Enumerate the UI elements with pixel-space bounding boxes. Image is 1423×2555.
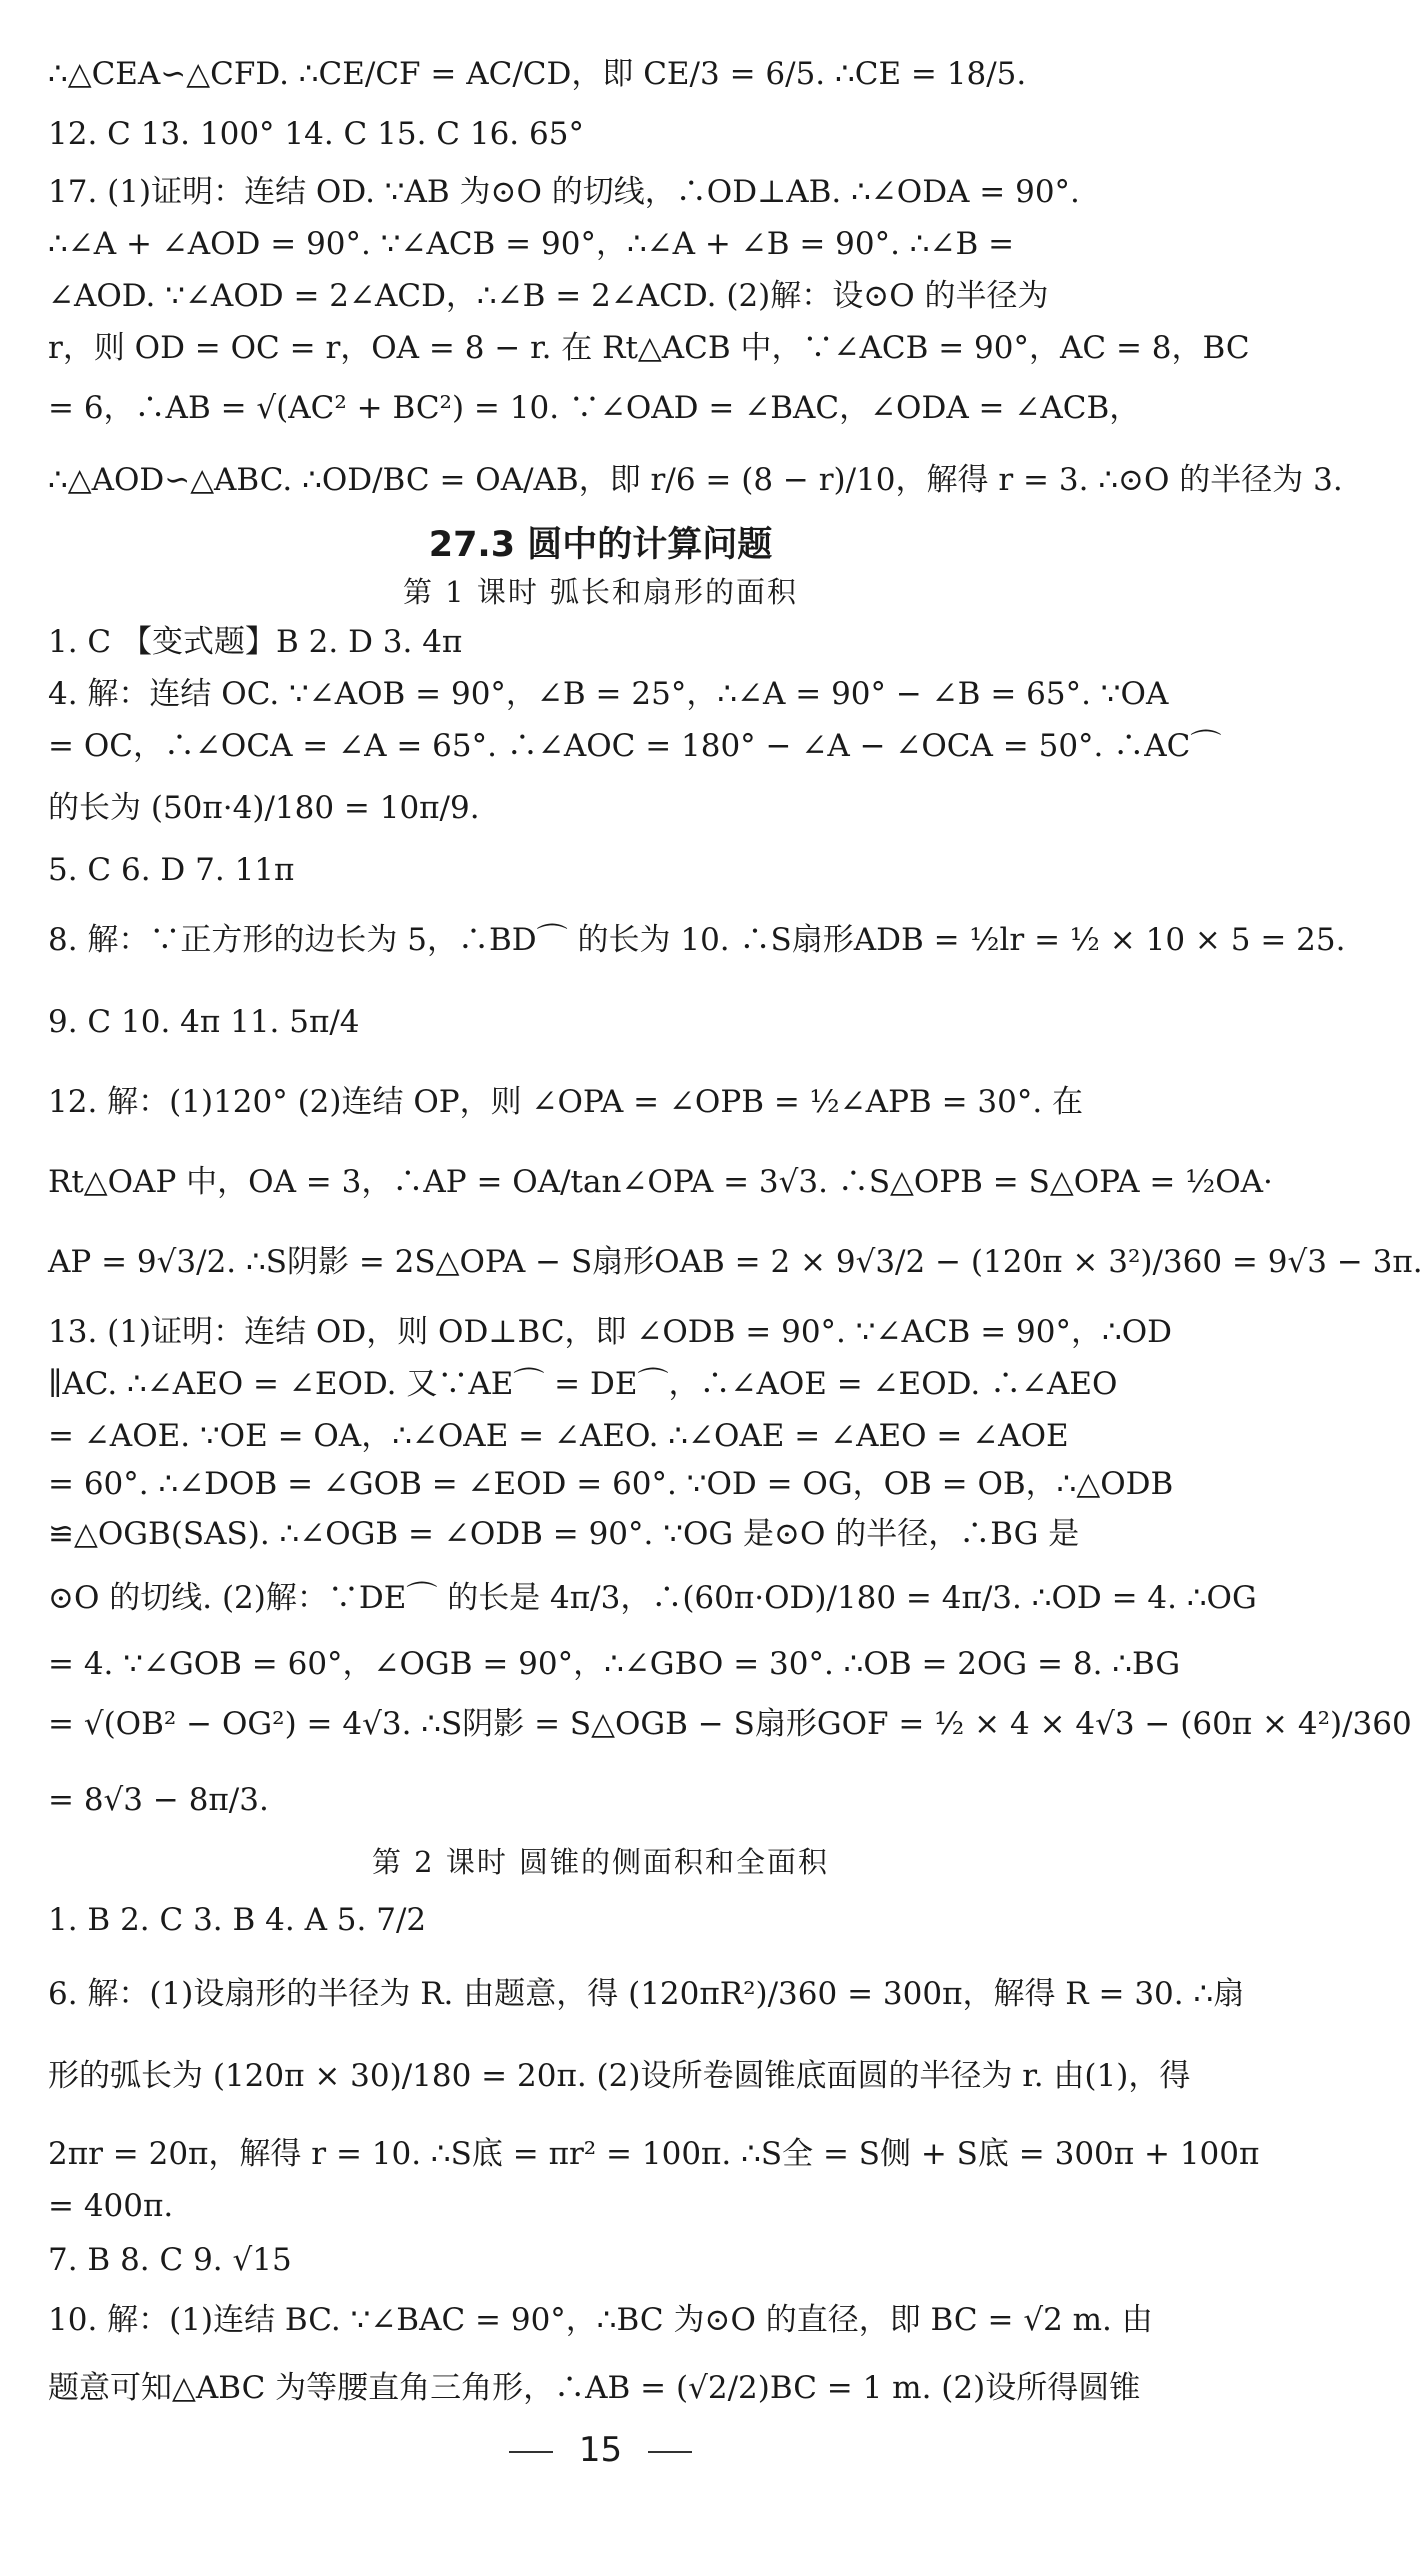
text-line: 8. 解：∵正方形的边长为 5，∴BD⌒ 的长为 10. ∴S扇形ADB = ½lr = ½ × 10 × 5 = 25. xyxy=(48,922,1346,958)
text-line: 7. B 8. C 9. √15 xyxy=(48,2242,292,2278)
text-line: 的长为 (50π·4)/180 = 10π/9. xyxy=(48,790,480,826)
text-line: ∴△CEA∽△CFD. ∴CE/CF = AC/CD，即 CE/3 = 6/5. ∴CE = 18/5. xyxy=(48,56,1027,92)
text-line: ⊙O 的切线. (2)解：∵DE⌒ 的长是 4π/3，∴(60π·OD)/180 = 4π/3. ∴OD = 4. ∴OG xyxy=(48,1580,1257,1616)
text-line: 形的弧长为 (120π × 30)/180 = 20π. (2)设所卷圆锥底面圆的半径为 r. 由(1)，得 xyxy=(48,2058,1191,2094)
footer-dash-left xyxy=(509,2451,553,2453)
text-line: 9. C 10. 4π 11. 5π/4 xyxy=(48,1004,360,1040)
text-line: = 6，∴AB = √(AC² + BC²) = 10. ∵∠OAD = ∠BAC，∠ODA = ∠ACB， xyxy=(48,390,1141,426)
text-line: 10. 解：(1)连结 BC. ∵∠BAC = 90°，∴BC 为⊙O 的直径，即 BC = √2 m. 由 xyxy=(48,2302,1153,2338)
text-line: 17. (1)证明：连结 OD. ∵AB 为⊙O 的切线，∴OD⊥AB. ∴∠ODA = 90°. xyxy=(48,174,1080,210)
text-line: ∥AC. ∴∠AEO = ∠EOD. 又∵AE⌒ = DE⌒，∴∠AOE = ∠EOD. ∴∠AEO xyxy=(48,1366,1118,1402)
text-line: 13. (1)证明：连结 OD，则 OD⊥BC，即 ∠ODB = 90°. ∵∠ACB = 90°，∴OD xyxy=(48,1314,1172,1350)
lesson-title: 第 1 课时 弧长和扇形的面积 xyxy=(402,575,799,609)
lesson-title: 第 2 课时 圆锥的侧面积和全面积 xyxy=(371,1845,830,1879)
text-line: ∠AOD. ∵∠AOD = 2∠ACD，∴∠B = 2∠ACD. (2)解：设⊙O 的半径为 xyxy=(48,278,1049,314)
text-line: = 60°. ∴∠DOB = ∠GOB = ∠EOD = 60°. ∵OD = OG，OB = OB，∴△ODB xyxy=(48,1466,1174,1502)
text-line: Rt△OAP 中，OA = 3，∴AP = OA/tan∠OPA = 3√3. ∴S△OPB = S△OPA = ½OA· xyxy=(48,1164,1273,1200)
text-line: = 4. ∵∠GOB = 60°，∠OGB = 90°，∴∠GBO = 30°. ∴OB = 2OG = 8. ∴BG xyxy=(48,1646,1181,1682)
text-line: = 400π. xyxy=(48,2188,174,2224)
text-line: 5. C 6. D 7. 11π xyxy=(48,852,295,888)
page-footer xyxy=(0,2430,1201,2470)
section-title: 27.3 圆中的计算问题 xyxy=(428,525,773,565)
text-line: 6. 解：(1)设扇形的半径为 R. 由题意，得 (120πR²)/360 = 300π，解得 R = 30. ∴扇 xyxy=(48,1976,1245,2012)
text-line: AP = 9√3/2. ∴S阴影 = 2S△OPA − S扇形OAB = 2 × 9√3/2 − (120π × 3²)/360 = 9√3 − 3π. xyxy=(48,1244,1423,1280)
text-line: ∴△AOD∽△ABC. ∴OD/BC = OA/AB，即 r/6 = (8 − r)/10，解得 r = 3. ∴⊙O 的半径为 3. xyxy=(48,462,1343,498)
text-line: ≌△OGB(SAS). ∴∠OGB = ∠ODB = 90°. ∵OG 是⊙O 的半径，∴BG 是 xyxy=(48,1516,1080,1552)
text-line: 4. 解：连结 OC. ∵∠AOB = 90°，∠B = 25°，∴∠A = 90° − ∠B = 65°. ∵OA xyxy=(48,676,1169,712)
text-line: 1. C 【变式题】B 2. D 3. 4π xyxy=(48,624,463,660)
text-line: 题意可知△ABC 为等腰直角三角形，∴AB = (√2/2)BC = 1 m. (2)设所得圆锥 xyxy=(48,2370,1141,2406)
text-line: r，则 OD = OC = r，OA = 8 − r. 在 Rt△ACB 中，∵∠ACB = 90°，AC = 8，BC xyxy=(48,330,1250,366)
text-line: ∴∠A + ∠AOD = 90°. ∵∠ACB = 90°，∴∠A + ∠B = 90°. ∴∠B = xyxy=(48,226,1015,262)
text-line: = ∠AOE. ∵OE = OA，∴∠OAE = ∠AEO. ∴∠OAE = ∠AEO = ∠AOE xyxy=(48,1418,1069,1454)
text-line: = OC，∴∠OCA = ∠A = 65°. ∴∠AOC = 180° − ∠A − ∠OCA = 50°. ∴AC⌒ xyxy=(48,728,1222,764)
text-line: 12. C 13. 100° 14. C 15. C 16. 65° xyxy=(48,116,584,152)
text-line: 1. B 2. C 3. B 4. A 5. 7/2 xyxy=(48,1902,427,1938)
text-line: 12. 解：(1)120° (2)连结 OP，则 ∠OPA = ∠OPB = ½∠APB = 30°. 在 xyxy=(48,1084,1084,1120)
text-line: = √(OB² − OG²) = 4√3. ∴S阴影 = S△OGB − S扇形GOF = ½ × 4 × 4√3 − (60π × 4²)/360 xyxy=(48,1706,1412,1742)
text-line: = 8√3 − 8π/3. xyxy=(48,1782,269,1818)
text-line: 2πr = 20π，解得 r = 10. ∴S底 = πr² = 100π. ∴S全 = S侧 + S底 = 300π + 100π xyxy=(48,2136,1260,2172)
page-number: 15 xyxy=(578,2430,623,2470)
footer-dash-right xyxy=(648,2451,692,2453)
